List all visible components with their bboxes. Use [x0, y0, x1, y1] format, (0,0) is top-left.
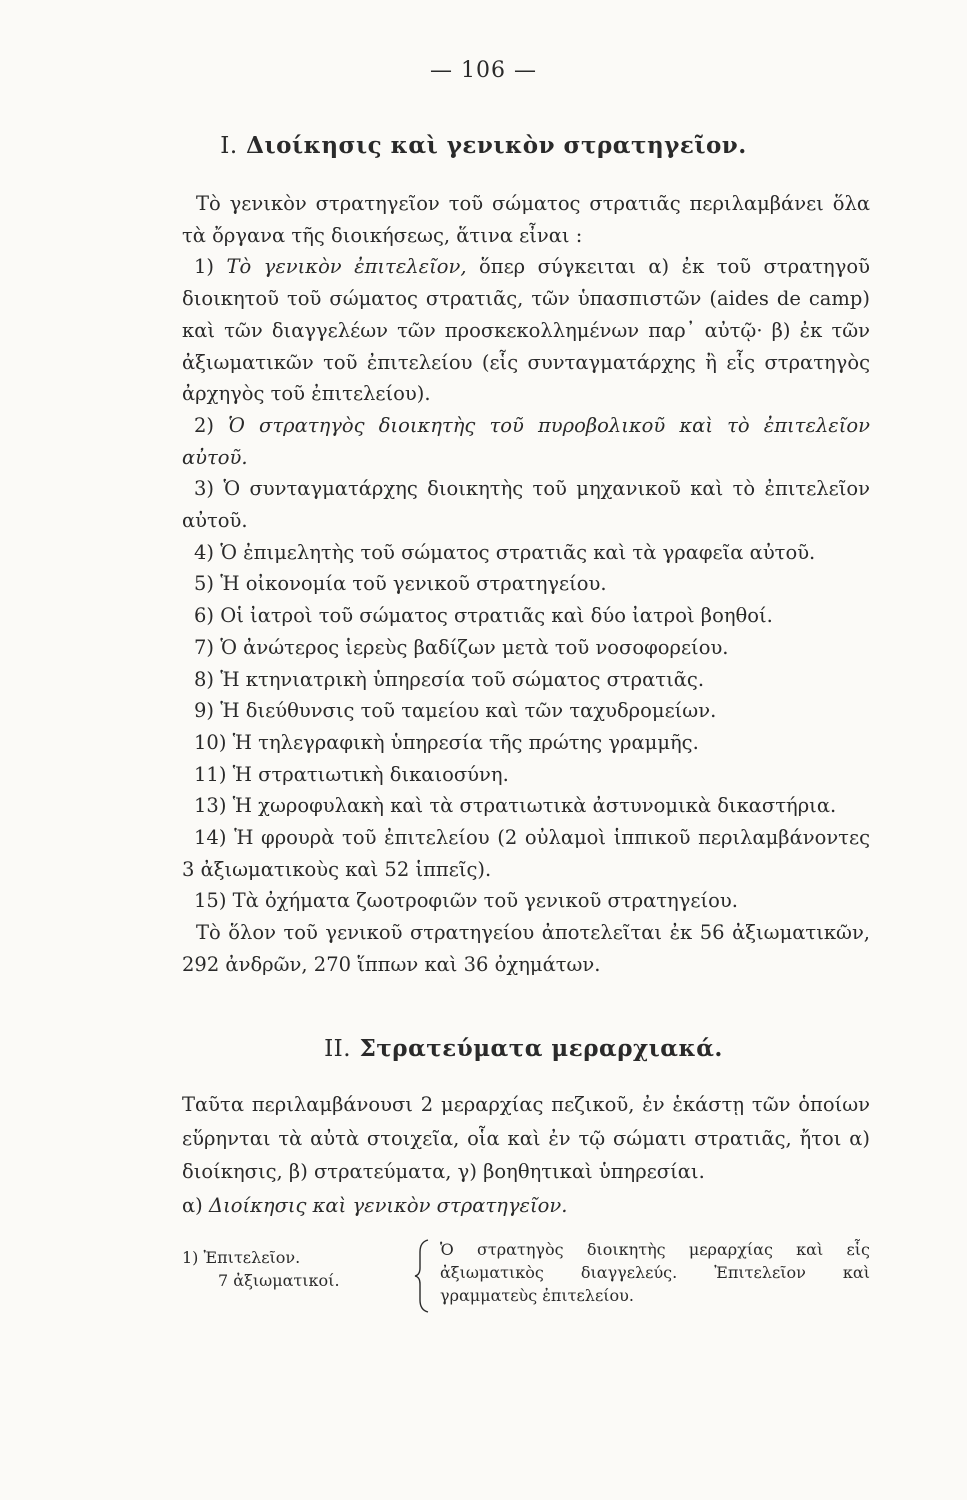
item-text: Ἡ οἰκονομία τοῦ γενικοῦ στρατηγείου.: [214, 572, 607, 596]
item-italic: Ὁ στρατηγὸς διοικητὴς τοῦ πυροβολικοῦ καὶ τὸ ἐπιτελεῖον αὐτοῦ.: [182, 413, 871, 469]
section-number: I.: [220, 133, 238, 159]
list-item: [182, 759, 870, 791]
section-2-body: [182, 1088, 870, 1222]
list-item: [182, 251, 870, 410]
item-number: 2): [194, 413, 215, 437]
list-item: [182, 410, 870, 473]
item-number: 3): [194, 477, 215, 501]
footnote-right: Ὁ στρατηγὸς διοικητὴς μεραρχίας καὶ εἷς ἀξιωματικὸς διαγγελεύς. Ἐπιτελεῖον καὶ γραμματεὺς ἐπιτελείου.: [440, 1240, 870, 1305]
item-text: Ἡ κτηνιατρικὴ ὑπηρεσία τοῦ σώματος στρατιᾶς.: [214, 667, 705, 691]
subheading-prefix: α): [182, 1193, 203, 1217]
item-text: Ἡ διεύθυνσις τοῦ ταμείου καὶ τῶν ταχυδρομείων.: [214, 699, 717, 723]
item-number: 13): [194, 794, 227, 818]
item-number: 6): [194, 604, 215, 628]
item-text: Οἱ ἰατροὶ τοῦ σώματος στρατιᾶς καὶ δύο ἰατροὶ βοηθοί.: [214, 604, 773, 628]
list-item: [182, 727, 870, 759]
list-item: [182, 822, 870, 885]
item-number: 7): [194, 635, 215, 659]
item-number: 8): [194, 667, 215, 691]
list-item: [182, 632, 870, 664]
subheading-title: Διοίκησις καὶ γενικὸν στρατηγεῖον.: [208, 1193, 568, 1217]
list-item: [182, 568, 870, 600]
item-text: Ἡ τηλεγραφικὴ ὑπηρεσία τῆς πρώτης γραμμῆς.: [226, 730, 699, 754]
item-number: 5): [194, 572, 215, 596]
footnote-label: 1) Ἐπιτελεῖον.: [182, 1248, 301, 1267]
section-title: Στρατεύματα μεραρχιακά.: [359, 1035, 723, 1062]
item-text: Ἡ χωροφυλακὴ καὶ τὰ στρατιωτικὰ ἀστυνομικὰ δικαστήρια.: [226, 794, 837, 818]
item-number: 14): [194, 826, 227, 850]
section-2-paragraph: Ταῦτα περιλαμβάνουσι 2 μεραρχίας πεζικοῦ, ἐν ἑκάστῃ τῶν ὁποίων εὕρηνται τὰ αὐτὰ στοιχεῖα, οἷα καὶ ἐν τῷ σώματι στρατιᾶς, ἤτοι α) διοίκησις, β) στρατεύματα, γ) βοηθητικαὶ ὑπηρεσίαι.: [182, 1093, 870, 1183]
list-item: [182, 600, 870, 632]
footnote-left: [182, 1246, 427, 1292]
section-1-body: [182, 188, 870, 981]
item-number: 11): [194, 762, 227, 786]
page-number: — 106 —: [430, 58, 537, 83]
list-item: [182, 790, 870, 822]
item-number: 15): [194, 889, 227, 913]
section-heading-2: [40, 1035, 967, 1062]
list-item: [182, 695, 870, 727]
item-text: ὅπερ σύγκειται α) ἐκ τοῦ στρατηγοῦ διοικητοῦ τοῦ σώματος στρατιᾶς, τῶν ὑπασπιστῶν (aides de camp) καὶ τῶν διαγγελέων τῶν προσκεκολλημένων παρ᾽ αὐτῷ· β) ἐκ τῶν ἀξιωματικῶν τοῦ ἐπιτελείου (εἷς συνταγματάρχης ἢ εἷς στρατηγὸς ἀρχηγὸς τοῦ ἐπιτελείου).: [182, 255, 870, 406]
item-text: Ἡ στρατιωτικὴ δικαιοσύνη.: [226, 762, 509, 786]
section-number: II.: [324, 1036, 352, 1062]
list-item: [182, 537, 870, 569]
brace-icon: [412, 1238, 432, 1314]
item-text: Ὁ συνταγματάρχης διοικητὴς τοῦ μηχανικοῦ καὶ τὸ ἐπιτελεῖον αὐτοῦ.: [182, 477, 870, 533]
item-text: Τὰ ὀχήματα ζωοτροφιῶν τοῦ γενικοῦ στρατηγείου.: [226, 889, 738, 913]
item-text: Ἡ φρουρὰ τοῦ ἐπιτελείου (2 οὐλαμοὶ ἱππικοῦ περιλαμβάνοντες 3 ἀξιωματικοὺς καὶ 52 ἱππεῖς).: [182, 826, 870, 881]
item-number: 1): [194, 255, 215, 279]
item-number: 4): [194, 540, 215, 564]
section-heading-1: [0, 132, 967, 159]
item-number: 9): [194, 699, 215, 723]
footnote-count: 7 ἀξιωματικοί.: [218, 1271, 340, 1290]
summary-paragraph: Τὸ ὅλον τοῦ γενικοῦ στρατηγείου ἀποτελεῖται ἐκ 56 ἀξιωματικῶν, 292 ἀνδρῶν, 270 ἵππων καὶ 36 ὀχημάτων.: [182, 921, 870, 976]
item-italic: Τὸ γενικὸν ἐπιτελεῖον,: [226, 255, 467, 279]
item-number: 10): [194, 730, 227, 754]
subheading: [182, 1189, 870, 1223]
section-title: Διοίκησις καὶ γενικὸν στρατηγεῖον.: [246, 132, 747, 159]
list-item: [182, 473, 870, 536]
intro-paragraph: Τὸ γενικὸν στρατηγεῖον τοῦ σώματος στρατιᾶς περιλαμβάνει ὅλα τὰ ὄργανα τῆς διοικήσεως, ἅτινα εἶναι :: [182, 192, 870, 247]
item-text: Ὁ ἀνώτερος ἱερεὺς βαδίζων μετὰ τοῦ νοσοφορείου.: [214, 635, 729, 659]
item-text: Ὁ ἐπιμελητὴς τοῦ σώματος στρατιᾶς καὶ τὰ γραφεῖα αὐτοῦ.: [214, 540, 816, 564]
list-item: [182, 664, 870, 696]
list-item: [182, 885, 870, 917]
